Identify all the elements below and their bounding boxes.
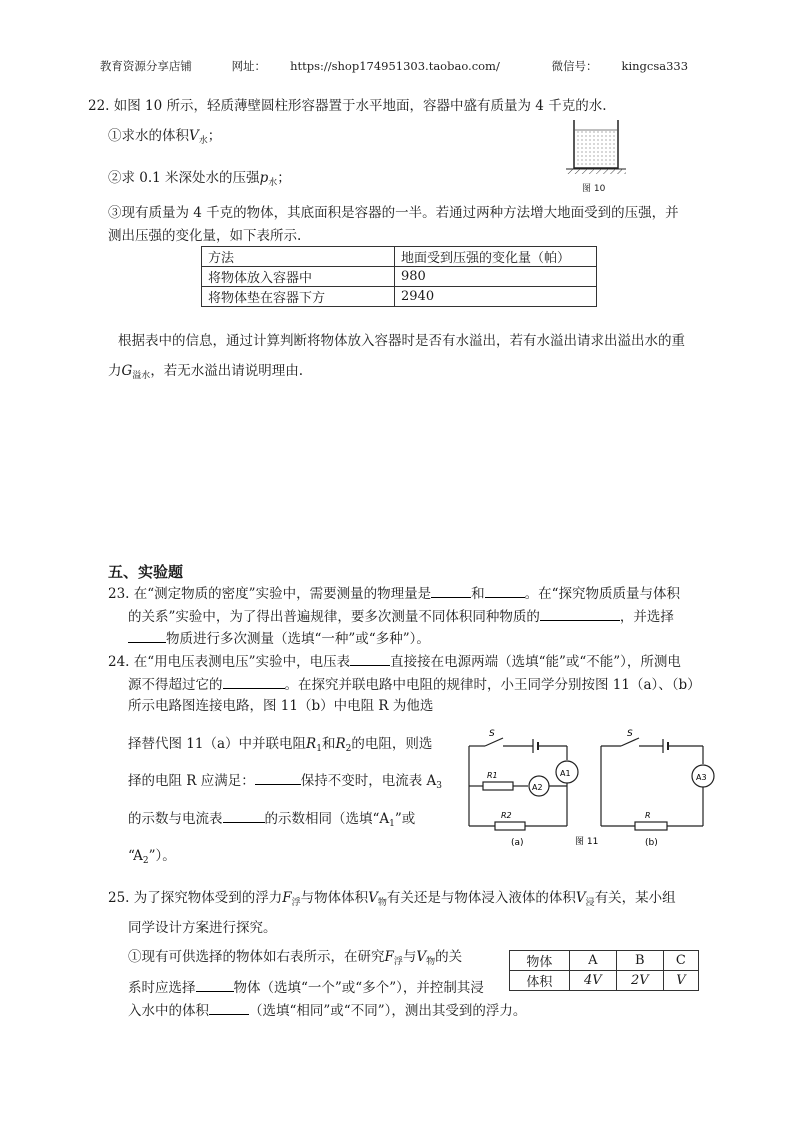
q22-stem: 22. 如图 10 所示，轻质薄壁圆柱形容器置于水平地面，容器中盛有质量为 4 千克的水. bbox=[88, 98, 607, 114]
resistor-r1-label: R1 bbox=[487, 771, 498, 780]
q24-line3: 所示电路图连接电路，图 11（b）中电阻 R 为他选 bbox=[128, 698, 434, 714]
table-cell: V bbox=[663, 971, 698, 991]
table-header-row bbox=[202, 247, 597, 267]
q24-line4: 择替代图 11（a）中并联电阻$R_1$和$R_2$的电阻，则选 bbox=[128, 736, 433, 754]
q22-part4-line1: 根据表中的信息，通过计算判断将物体放入容器时是否有水溢出，若有水溢出请求出溢出水的重 bbox=[118, 333, 685, 349]
table-cell: 将物体放入容器中 bbox=[202, 267, 395, 287]
q24-line1: 24. 在“用电压表测电压”实验中，电压表 直接接在电源两端（选填“能”或“不能”），所测电 bbox=[108, 651, 681, 672]
table-header-a: A bbox=[569, 951, 616, 971]
table-cell: 4V bbox=[569, 971, 616, 991]
q22-part3-line2: 测出压强的变化量，如下表所示. bbox=[108, 228, 302, 244]
q25-line5: 入水中的体积 （选填“相同”或“不同”），测出其受到的浮力。 bbox=[128, 1000, 526, 1021]
q22-part4-line2: 力$G_{溢水}$，若无水溢出请说明理由. bbox=[108, 363, 304, 381]
circuit-a bbox=[469, 738, 578, 830]
ammeter-a3-label: A3 bbox=[696, 773, 707, 782]
table-row bbox=[510, 971, 699, 991]
table-row-label: 体积 bbox=[510, 971, 570, 991]
figure-10 bbox=[560, 118, 650, 200]
q25-line2: 同学设计方案进行探究。 bbox=[128, 920, 277, 936]
table-row bbox=[202, 287, 597, 307]
q25-line4: 系时应选择 物体（选填“一个”或“多个”），并控制其浸 bbox=[128, 977, 484, 998]
blank-2[interactable] bbox=[485, 583, 525, 598]
switch-label: S bbox=[489, 729, 495, 739]
ammeter-a2-label: A2 bbox=[532, 783, 543, 792]
table-cell: 将物体垫在容器下方 bbox=[202, 287, 395, 307]
blank-6[interactable] bbox=[223, 674, 285, 689]
figure-11 bbox=[455, 720, 725, 854]
blank-7[interactable] bbox=[255, 770, 301, 785]
switch-label-b: S bbox=[627, 729, 633, 739]
q23-line3: 物质进行多次测量（选填“一种”或“多种”）。 bbox=[128, 628, 430, 649]
ammeter-a1-label: A1 bbox=[560, 769, 571, 778]
wechat-id: kingcsa333 bbox=[621, 59, 689, 73]
q22-part3-line1: ③现有质量为 4 千克的物体，其底面积是容器的一半。若通过两种方法增大地面受到的压强，并 bbox=[108, 205, 679, 221]
table-cell: 2V bbox=[616, 971, 663, 991]
shop-name: 教育资源分享店铺 bbox=[99, 59, 192, 73]
blank-9[interactable] bbox=[196, 977, 234, 992]
url-label: 网址： bbox=[231, 59, 267, 73]
page-header bbox=[0, 58, 800, 74]
table-header-method: 方法 bbox=[202, 247, 395, 267]
q25-line3: ①现有可供选择的物体如右表所示，在研究$F_浮$与$V_物$的关 bbox=[128, 949, 463, 967]
blank-8[interactable] bbox=[223, 808, 265, 823]
resistor-r2-label: R2 bbox=[501, 811, 512, 820]
blank-4[interactable] bbox=[128, 628, 166, 643]
blank-10[interactable] bbox=[209, 1000, 249, 1015]
table-header-object: 物体 bbox=[510, 951, 570, 971]
figure-b-label: (b) bbox=[645, 838, 658, 848]
q25-line1: 25. 为了探究物体受到的浮力$F_浮$与物体体积$V_物$有关还是与物体浸入液体的体积$V_浸$有关，某小组 bbox=[108, 890, 676, 908]
q24-line5: 择的电阻 R 应满足： 保持不变时，电流表 $A_3$ bbox=[128, 770, 442, 796]
blank-5[interactable] bbox=[350, 651, 390, 666]
figure-11-caption: 图 11 bbox=[575, 837, 599, 847]
shop-url: https://shop174951303.taobao.com/ bbox=[290, 59, 500, 73]
volume-table bbox=[509, 950, 699, 991]
q24-line2: 源不得超过它的 。在探究并联电路中电阻的规律时，小王同学分别按图 11（a）、（b） bbox=[128, 674, 701, 695]
blank-3[interactable] bbox=[540, 606, 620, 621]
blank-1[interactable] bbox=[431, 583, 471, 598]
q24-line6: 的示数与电流表 的示数相同（选填“$A_1$”或 bbox=[128, 808, 415, 834]
section-title: 五、实验题 bbox=[108, 563, 184, 581]
q22-part2: ②求 0.1 米深处水的压强$p_水$； bbox=[108, 170, 291, 188]
wechat-label: 微信号： bbox=[551, 59, 598, 73]
table-header-b: B bbox=[616, 951, 663, 971]
resistor-r-label: R bbox=[645, 811, 651, 820]
table-header-c: C bbox=[663, 951, 698, 971]
q22-part1: ①求水的体积$V_水$； bbox=[108, 128, 222, 146]
q23-line1: 23. 在“测定物质的密度”实验中，需要测量的物理量是 和 。在“探究物质质量与体积 bbox=[108, 583, 680, 604]
q24-line7: “$A_2$”）。 bbox=[128, 848, 176, 866]
table-cell: 2940 bbox=[395, 287, 597, 307]
table-cell: 980 bbox=[395, 267, 597, 287]
q23-line2: 的关系”实验中，为了得出普遍规律，要多次测量不同体积同种物质的 ，并选择 bbox=[128, 606, 674, 627]
circuit-b bbox=[601, 738, 714, 830]
circuit-diagrams bbox=[455, 720, 725, 850]
figure-10-caption: 图 10 bbox=[582, 184, 606, 194]
table-header-change: 地面受到压强的变化量（帕） bbox=[395, 247, 597, 267]
table-header-row bbox=[510, 951, 699, 971]
table-row bbox=[202, 267, 597, 287]
pressure-change-table bbox=[201, 246, 597, 307]
figure-a-label: (a) bbox=[511, 838, 524, 848]
